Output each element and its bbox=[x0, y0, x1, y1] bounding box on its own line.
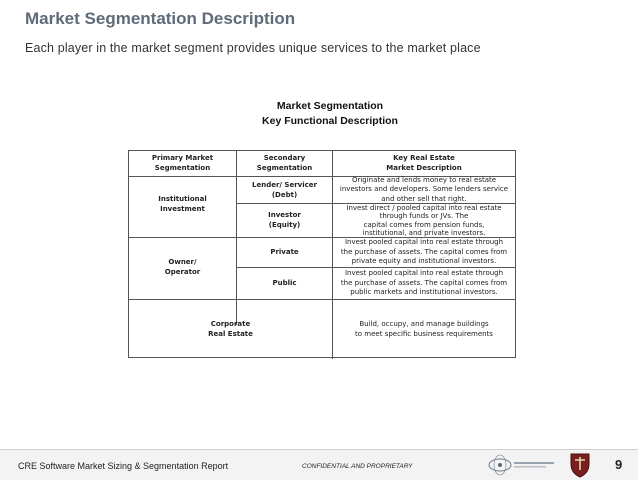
public-label: Public bbox=[272, 278, 297, 287]
investor-line-1: Investor bbox=[268, 211, 301, 219]
owner-line-2: Operator bbox=[164, 267, 201, 276]
lender-line-2: (Debt) bbox=[271, 190, 298, 199]
description-lender bbox=[333, 177, 515, 203]
corporate-desc-line-2: to meet specific business requirements bbox=[355, 329, 493, 338]
secondary-private bbox=[237, 238, 332, 267]
footer-confidential: CONFIDENTIAL AND PROPRIETARY bbox=[302, 463, 413, 470]
institutional-line-1: Institutional bbox=[158, 195, 207, 203]
table-heading-line-2: Key Functional Description bbox=[262, 115, 398, 127]
investor-desc-line-4: institutional, and private investors. bbox=[362, 228, 486, 237]
header-secondary-segmentation bbox=[237, 151, 332, 176]
corporate-line-1: Corporate bbox=[210, 320, 251, 328]
investor-line-2: (Equity) bbox=[268, 220, 301, 229]
footer-report-title: CRE Software Market Sizing & Segmentation Report bbox=[18, 461, 229, 471]
secondary-lender-servicer bbox=[237, 177, 332, 203]
secondary-investor bbox=[237, 204, 332, 237]
description-public bbox=[333, 268, 515, 299]
public-desc-line-3: public markets and institutional investors. bbox=[350, 288, 498, 297]
table-heading bbox=[190, 99, 470, 129]
shield-crest-logo-icon bbox=[569, 452, 591, 478]
header-secondary-line-1: Secondary bbox=[263, 154, 306, 162]
page-title: Market Segmentation Description bbox=[25, 9, 296, 28]
primary-corporate-real-estate bbox=[129, 300, 332, 358]
header-primary-segmentation bbox=[129, 151, 236, 176]
lender-desc-line-3: and other sell that right. bbox=[381, 194, 467, 203]
corporate-desc-line-1: Build, occupy, and manage buildings bbox=[359, 320, 489, 328]
investor-desc-line-2: through funds or JVs. The bbox=[379, 212, 469, 221]
owner-line-1: Owner/ bbox=[168, 258, 197, 266]
private-desc-line-2: the purchase of assets. The capital comes from bbox=[340, 247, 508, 256]
description-corporate bbox=[333, 300, 515, 358]
public-desc-line-2: the purchase of assets. The capital comes from bbox=[340, 278, 508, 287]
header-description-line-2: Market Description bbox=[386, 163, 462, 172]
header-secondary-line-2: Segmentation bbox=[256, 163, 313, 172]
header-market-description bbox=[333, 151, 515, 176]
public-desc-line-1: Invest pooled capital into real estate through bbox=[344, 269, 504, 278]
corporate-line-2: Real Estate bbox=[208, 329, 253, 338]
page-subtitle: Each player in the market segment provides unique services to the market place bbox=[25, 41, 481, 55]
header-primary-line-1: Primary Market bbox=[151, 154, 214, 162]
lender-desc-line-1: Originate and lends money to real estate bbox=[351, 175, 497, 184]
lender-line-1: Lender/ Servicer bbox=[252, 181, 317, 189]
segmentation-table bbox=[128, 150, 516, 358]
description-investor bbox=[333, 204, 515, 237]
investor-desc-line-3: capital comes from pension funds, bbox=[363, 220, 485, 229]
private-desc-line-3: private equity and institutional investors. bbox=[351, 257, 497, 266]
institutional-line-2: Investment bbox=[160, 204, 205, 213]
table-heading-line-1: Market Segmentation bbox=[276, 100, 384, 112]
lender-desc-line-2: investors and developers. Some lenders service bbox=[339, 185, 509, 194]
investor-desc-line-1: Invest direct / pooled capital into real estate bbox=[346, 203, 502, 212]
private-label: Private bbox=[270, 247, 299, 256]
header-description-line-1: Key Real Estate bbox=[393, 154, 455, 162]
primary-institutional-investment bbox=[129, 177, 236, 237]
description-private bbox=[333, 238, 515, 267]
private-desc-line-1: Invest pooled capital into real estate through bbox=[344, 238, 504, 247]
page-number: 9 bbox=[615, 457, 623, 472]
header-primary-line-2: Segmentation bbox=[154, 163, 211, 172]
primary-owner-operator bbox=[129, 238, 236, 299]
secondary-public bbox=[237, 268, 332, 299]
